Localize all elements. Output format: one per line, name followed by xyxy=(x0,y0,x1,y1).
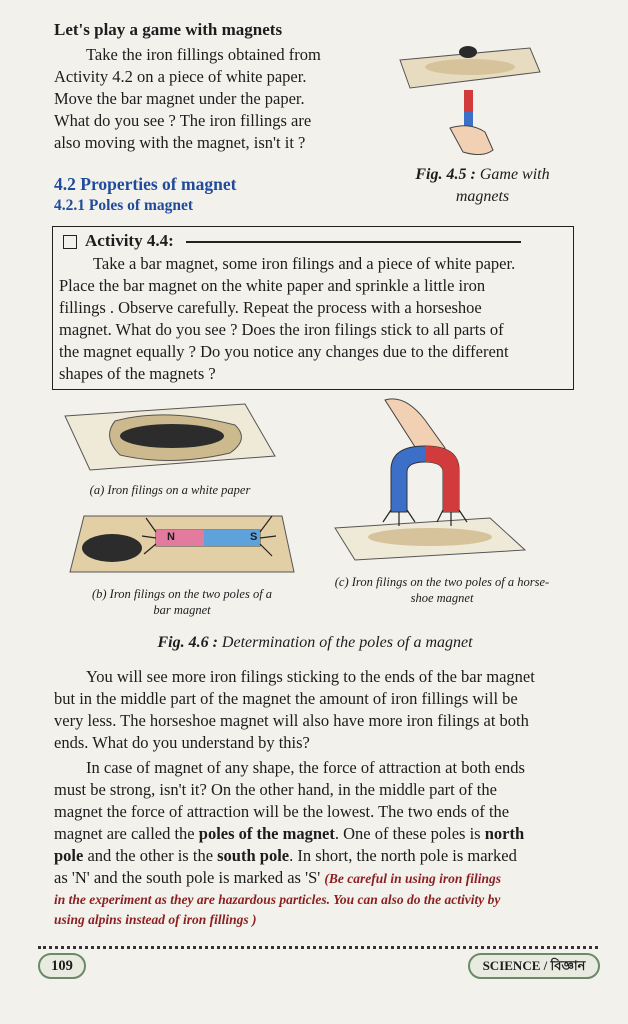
intro-line: Take the iron fillings obtained from xyxy=(86,45,321,64)
activity-line: magnet. What do you see ? Does the iron filings stick to all parts of xyxy=(59,320,504,339)
fig-4-6-label: Fig. 4.6 : xyxy=(157,634,218,651)
game-with-magnets-illustration xyxy=(390,30,550,155)
para-line: magnet the force of attraction will be the lowest. The two ends of the xyxy=(54,802,510,821)
activity-line: shapes of the magnets ? xyxy=(59,364,216,383)
activity-line: Place the bar magnet on the white paper and sprinkle a little iron xyxy=(59,276,486,295)
para-line xyxy=(54,867,574,890)
footer-divider xyxy=(38,946,598,949)
activity-header xyxy=(63,231,521,251)
fig-4-6-c-caption xyxy=(312,574,572,606)
intro-line: also moving with the magnet, isn't it ? xyxy=(54,133,306,152)
section-title: 4.2 Properties of magnet xyxy=(54,174,237,194)
para-line: must be strong, isn't it? On the other hand, in the middle part of the xyxy=(54,780,497,799)
para-line xyxy=(54,823,574,845)
para-line: In case of magnet of any shape, the force of attraction at both ends xyxy=(86,758,525,777)
subsection-title: 4.2.1 Poles of magnet xyxy=(54,197,194,214)
warning-line: in the experiment as they are hazardous particles. You can also do the activity by xyxy=(54,892,501,907)
north-term: north xyxy=(484,824,525,843)
intro-line: Move the bar magnet under the paper. xyxy=(54,89,305,108)
fig-4-6-text: Determination of the poles of a magnet xyxy=(217,634,473,651)
north-pole-label: N xyxy=(167,531,175,543)
fig-4-5-label: Fig. 4.5 : xyxy=(415,166,476,183)
fig-4-6-a-caption: (a) Iron filings on a white paper xyxy=(89,483,251,497)
page-number-badge: 109 xyxy=(38,953,86,979)
para-line: You will see more iron filings sticking to the ends of the bar magnet xyxy=(86,667,535,686)
fig-4-5-text-2: magnets xyxy=(455,188,510,205)
paragraph-2 xyxy=(54,757,574,930)
activity-title: Activity 4.4: xyxy=(85,231,174,250)
activity-text xyxy=(59,253,569,385)
text: . One of these poles is xyxy=(334,824,485,843)
intro-line: Activity 4.2 on a piece of white paper. xyxy=(54,67,307,86)
para-line: very less. The horseshoe magnet will also have more iron filings at both xyxy=(54,711,529,730)
intro-line: What do you see ? The iron fillings are xyxy=(54,111,312,130)
subject-badge: SCIENCE / বিজ্ঞান xyxy=(468,953,600,979)
text: as 'N' and the south pole is marked as 'S' xyxy=(54,868,325,887)
fig-4-6-b-line: (b) Iron filings on the two poles of a xyxy=(91,587,273,601)
fig-4-6-c-line: (c) Iron filings on the two poles of a horse- xyxy=(334,575,550,589)
text: and the other is the xyxy=(83,846,218,865)
pole-term: pole xyxy=(54,846,84,865)
text: . In short, the north pole is marked xyxy=(289,846,517,865)
game-title: Let's play a game with magnets xyxy=(54,20,283,39)
para-line: but in the middle part of the magnet the amount of iron fillings will be xyxy=(54,689,518,708)
intro-paragraph xyxy=(54,44,374,154)
bar-magnet-filings-illustration xyxy=(60,502,300,584)
horseshoe-magnet-illustration xyxy=(325,392,535,564)
text: magnet are called the xyxy=(54,824,199,843)
activity-line: the magnet equally ? Do you notice any changes due to the different xyxy=(59,342,509,361)
paragraph-1 xyxy=(54,666,574,754)
fig-4-6-c-line: shoe magnet xyxy=(410,591,474,605)
warning-note: (Be careful in using iron filings xyxy=(324,871,502,886)
iron-filings-paper-illustration xyxy=(60,396,280,476)
fig-4-5-caption xyxy=(400,164,565,208)
checkbox-icon xyxy=(63,235,77,249)
activity-line: fillings . Observe carefully. Repeat the process with a horseshoe xyxy=(59,298,482,317)
para-line xyxy=(54,845,574,867)
fig-4-6-b-line: bar magnet xyxy=(153,603,211,617)
divider xyxy=(186,241,521,243)
para-line: ends. What do you understand by this? xyxy=(54,733,310,752)
south-pole-label: S xyxy=(250,531,258,543)
fig-4-6-caption xyxy=(60,632,570,654)
fig-4-6-b-caption xyxy=(72,586,292,618)
fig-4-5-text: Game with xyxy=(475,166,550,183)
warning-line: using alpins instead of iron fillings ) xyxy=(54,912,257,927)
south-pole-term: south pole xyxy=(217,846,290,865)
poles-term: poles of the magnet xyxy=(198,824,335,843)
activity-line: Take a bar magnet, some iron filings and a piece of white paper. xyxy=(93,254,516,273)
activity-box xyxy=(52,226,574,390)
